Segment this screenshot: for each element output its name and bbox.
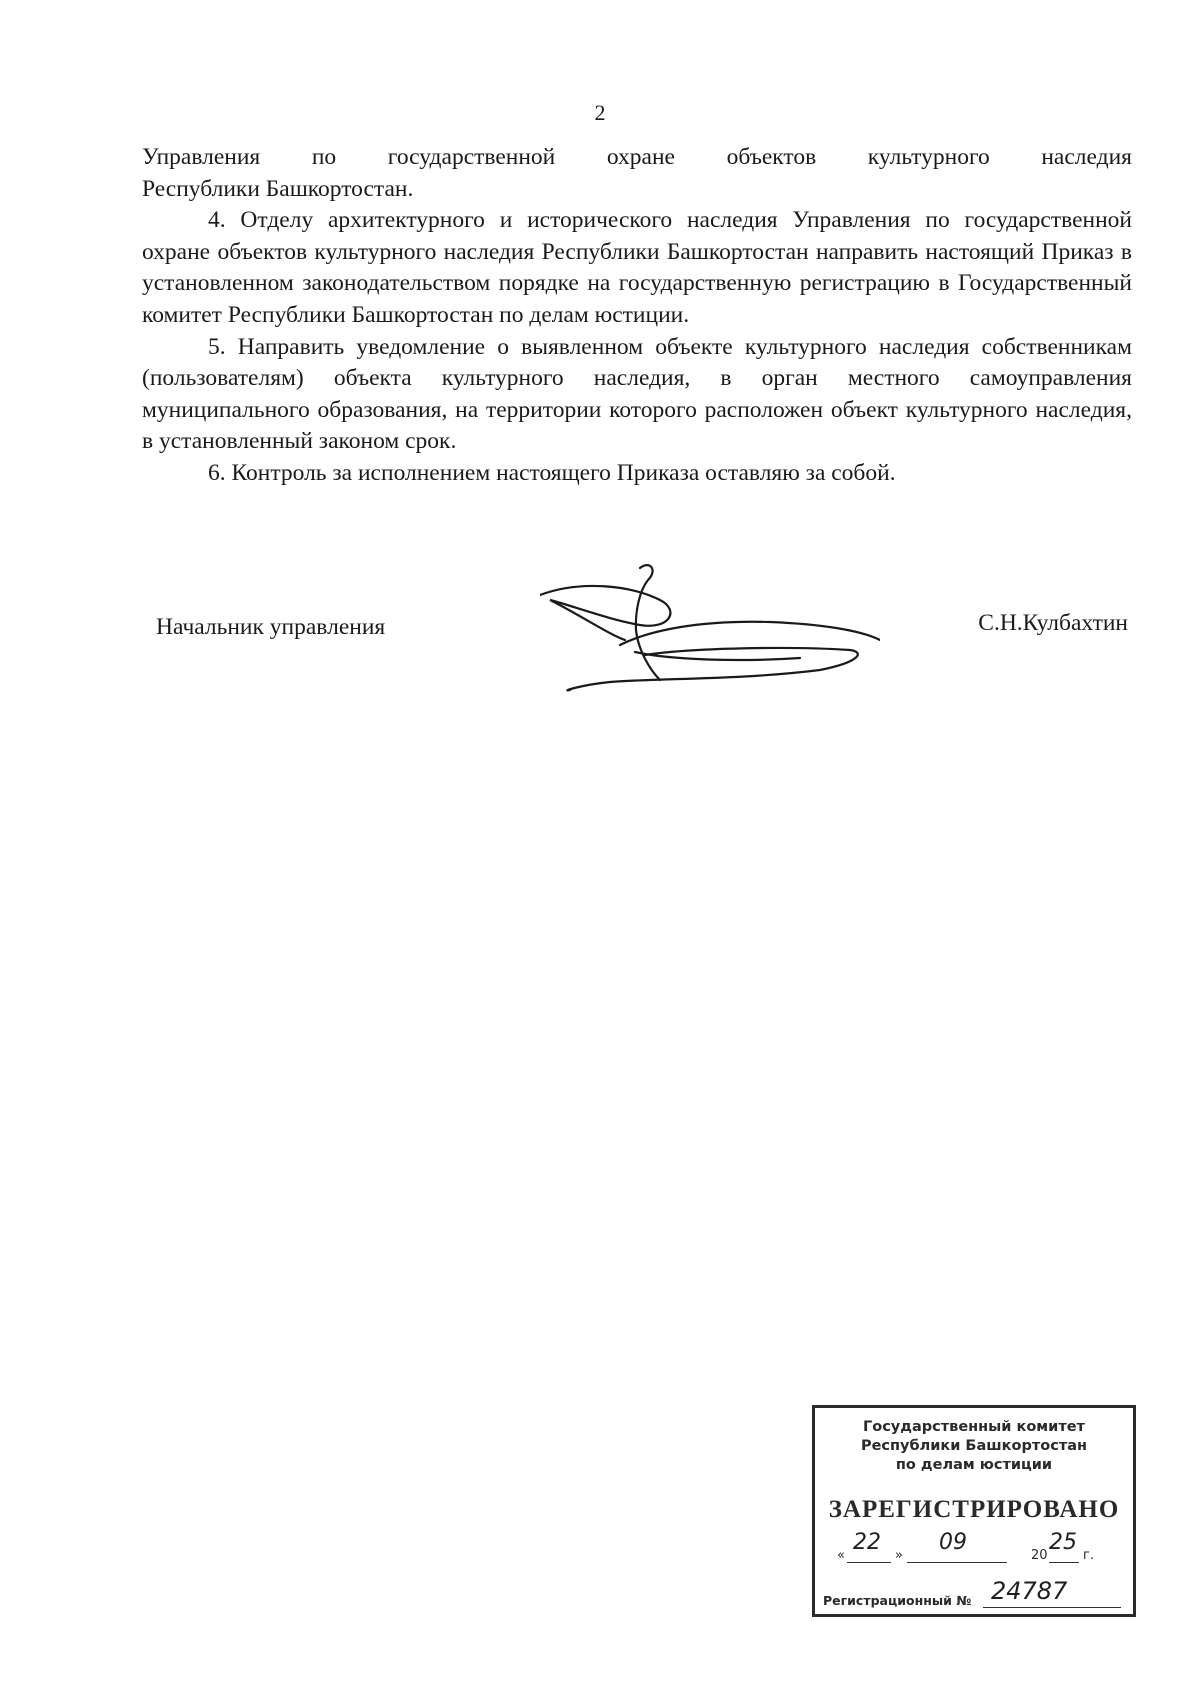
document-body — [142, 142, 1132, 490]
paragraph-continuation-line2: Республики Башкортостан. — [142, 175, 414, 202]
handwritten-signature — [540, 560, 880, 700]
date-day: 22 — [853, 1530, 881, 1555]
stamp-status: ЗАРЕГИСТРИРОВАНО — [828, 1496, 1120, 1523]
paragraph-continuation-line1: Управления по государственной охране объектов культурного наследия — [142, 144, 1132, 170]
date-month: 09 — [939, 1530, 967, 1555]
day-underline — [847, 1562, 891, 1563]
stamp-header — [815, 1418, 1133, 1475]
page-number: 2 — [594, 100, 606, 125]
paragraph-5: 5. Направить уведомление о выявленном объекте культурного наследия собственникам (пользователям) объекта культурного наследия, в орган местного самоуправления муниципального образования, на территории которого расположен объект культурного наследия, в установленный законом срок. — [142, 333, 1132, 455]
signatory-name: С.Н.Кулбахтин — [978, 610, 1128, 636]
date-year-suffix: г. — [1083, 1548, 1094, 1563]
paragraph-4: 4. Отделу архитектурного и исторического наследия Управления по государственной охране объектов культурного наследия Республики Башкортостан направить настоящий Приказ в установленном законодательством порядке на государственную регистрацию в Государственный комитет Республики Башкортостан по делам юстиции. — [142, 207, 1132, 328]
stamp-date — [837, 1530, 1121, 1566]
registration-label: Регистрационный № — [823, 1593, 972, 1608]
paragraph-6: 6. Контроль за исполнением настоящего Приказа оставляю за собой. — [208, 459, 896, 486]
stamp-header-line1: Государственный комитет — [863, 1419, 1085, 1435]
date-quote-close: » — [895, 1548, 903, 1563]
year-underline — [1049, 1562, 1079, 1563]
date-quote-open: « — [837, 1548, 845, 1563]
registration-number: 24787 — [991, 1577, 1068, 1605]
registration-underline — [983, 1607, 1121, 1608]
date-year: 25 — [1049, 1530, 1077, 1555]
date-year-prefix: 20 — [1031, 1548, 1048, 1563]
month-underline — [907, 1562, 1007, 1563]
signature-block — [0, 600, 1200, 680]
signatory-position: Начальник управления — [156, 614, 386, 640]
registration-stamp — [812, 1405, 1136, 1617]
stamp-registration — [823, 1577, 1121, 1611]
stamp-header-line3: по делам юстиции — [895, 1457, 1053, 1473]
stamp-header-line2: Республики Башкортостан — [860, 1438, 1088, 1454]
paragraph-continuation — [142, 142, 1132, 205]
